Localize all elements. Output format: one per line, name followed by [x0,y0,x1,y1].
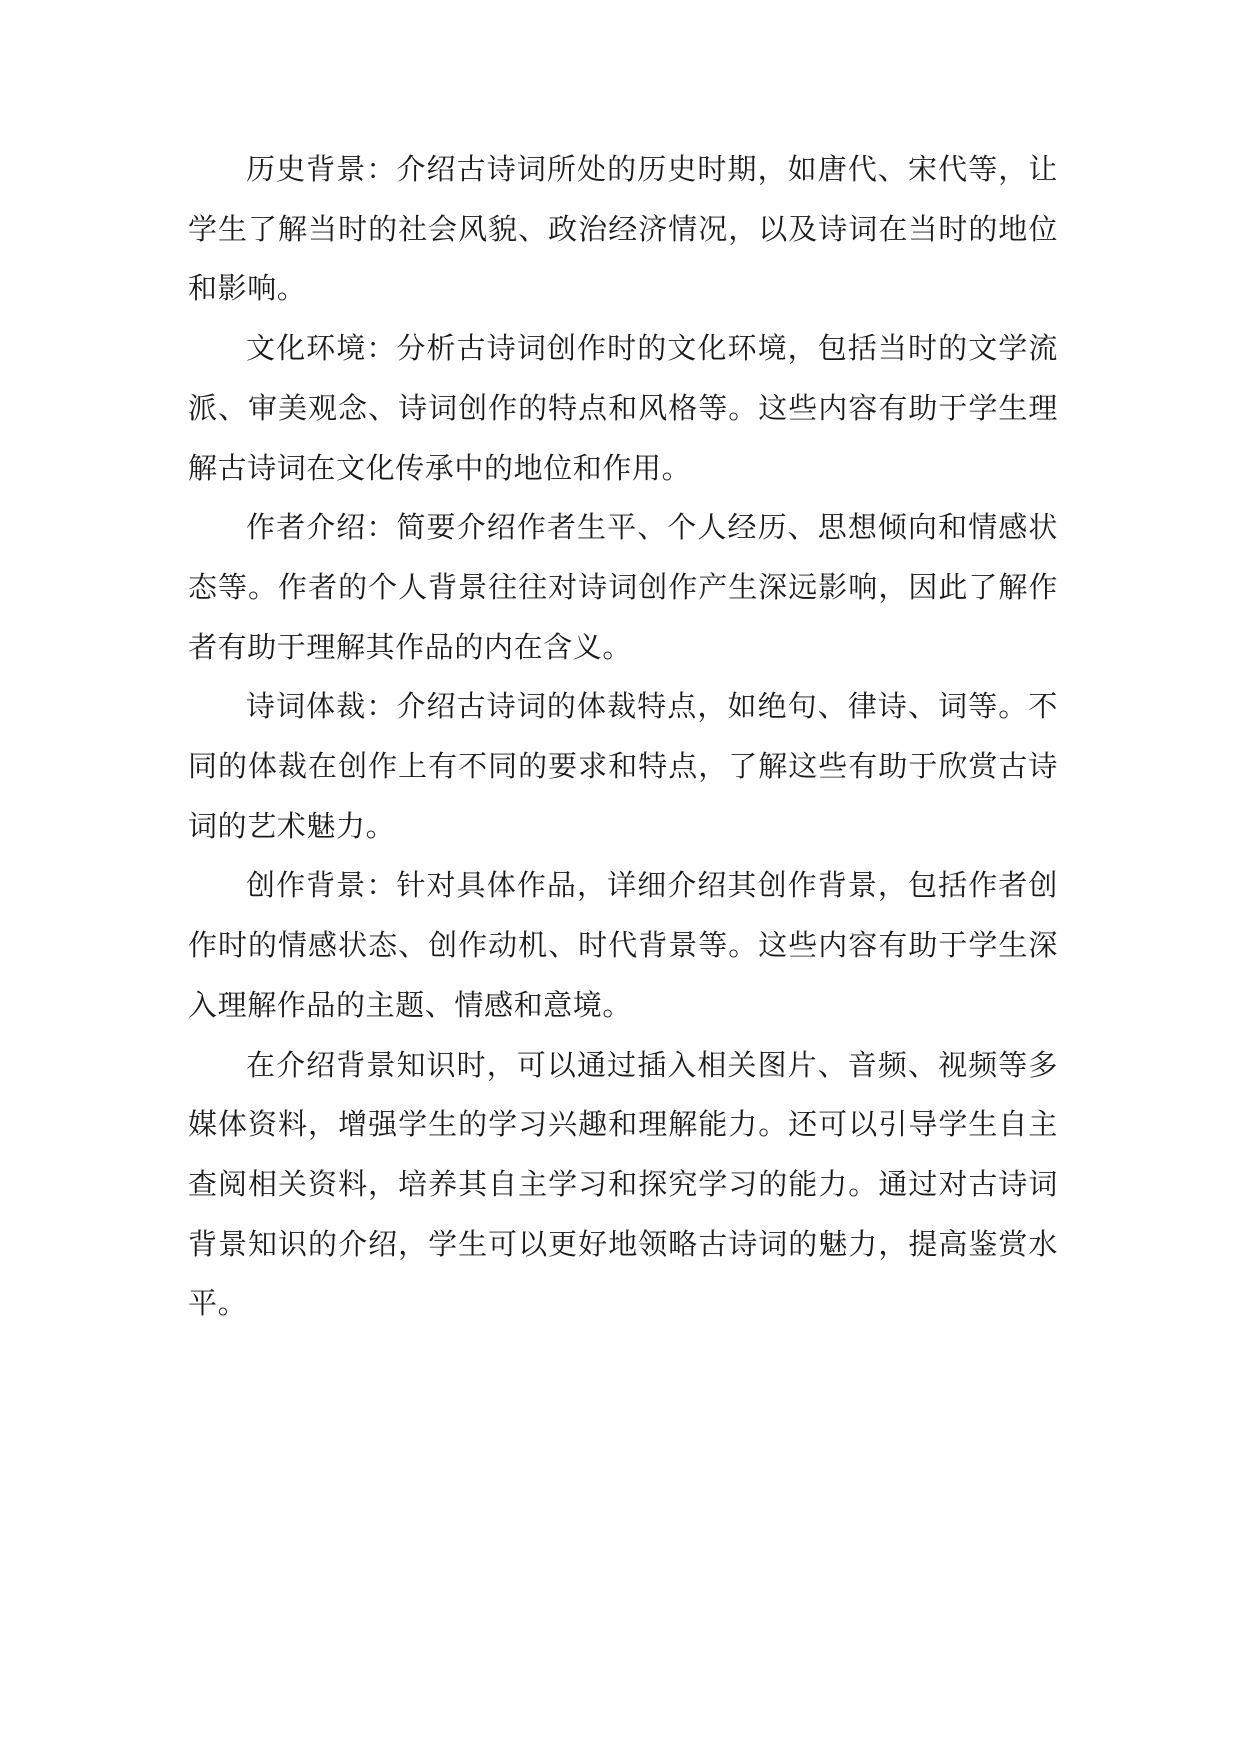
paragraph-teaching-methods: 在介绍背景知识时，可以通过插入相关图片、音频、视频等多媒体资料，增强学生的学习兴趣和理解能力。还可以引导学生自主查阅相关资料，培养其自主学习和探究学习的能力。通过对古诗词背景知识的介绍，学生可以更好地领略古诗词的魅力，提高鉴赏水平。 [188,1047,1058,1321]
paragraph-poetry-genre: 诗词体裁：介绍古诗词的体裁特点，如绝句、律诗、词等。不同的体裁在创作上有不同的要求和特点，了解这些有助于欣赏古诗词的艺术魅力。 [188,689,1058,843]
document-body [188,140,1058,1334]
paragraph-author-introduction: 作者介绍：简要介绍作者生平、个人经历、思想倾向和情感状态等。作者的个人背景往往对诗词创作产生深远影响，因此了解作者有助于理解其作品的内在含义。 [188,510,1058,664]
paragraph-cultural-environment: 文化环境：分析古诗词创作时的文化环境，包括当时的文学流派、审美观念、诗词创作的特点和风格等。这些内容有助于学生理解古诗词在文化传承中的地位和作用。 [188,331,1058,485]
paragraph-creation-background: 创作背景：针对具体作品，详细介绍其创作背景，包括作者创作时的情感状态、创作动机、时代背景等。这些内容有助于学生深入理解作品的主题、情感和意境。 [188,868,1058,1022]
paragraph-historical-background: 历史背景：介绍古诗词所处的历史时期，如唐代、宋代等，让学生了解当时的社会风貌、政治经济情况，以及诗词在当时的地位和影响。 [188,152,1058,306]
